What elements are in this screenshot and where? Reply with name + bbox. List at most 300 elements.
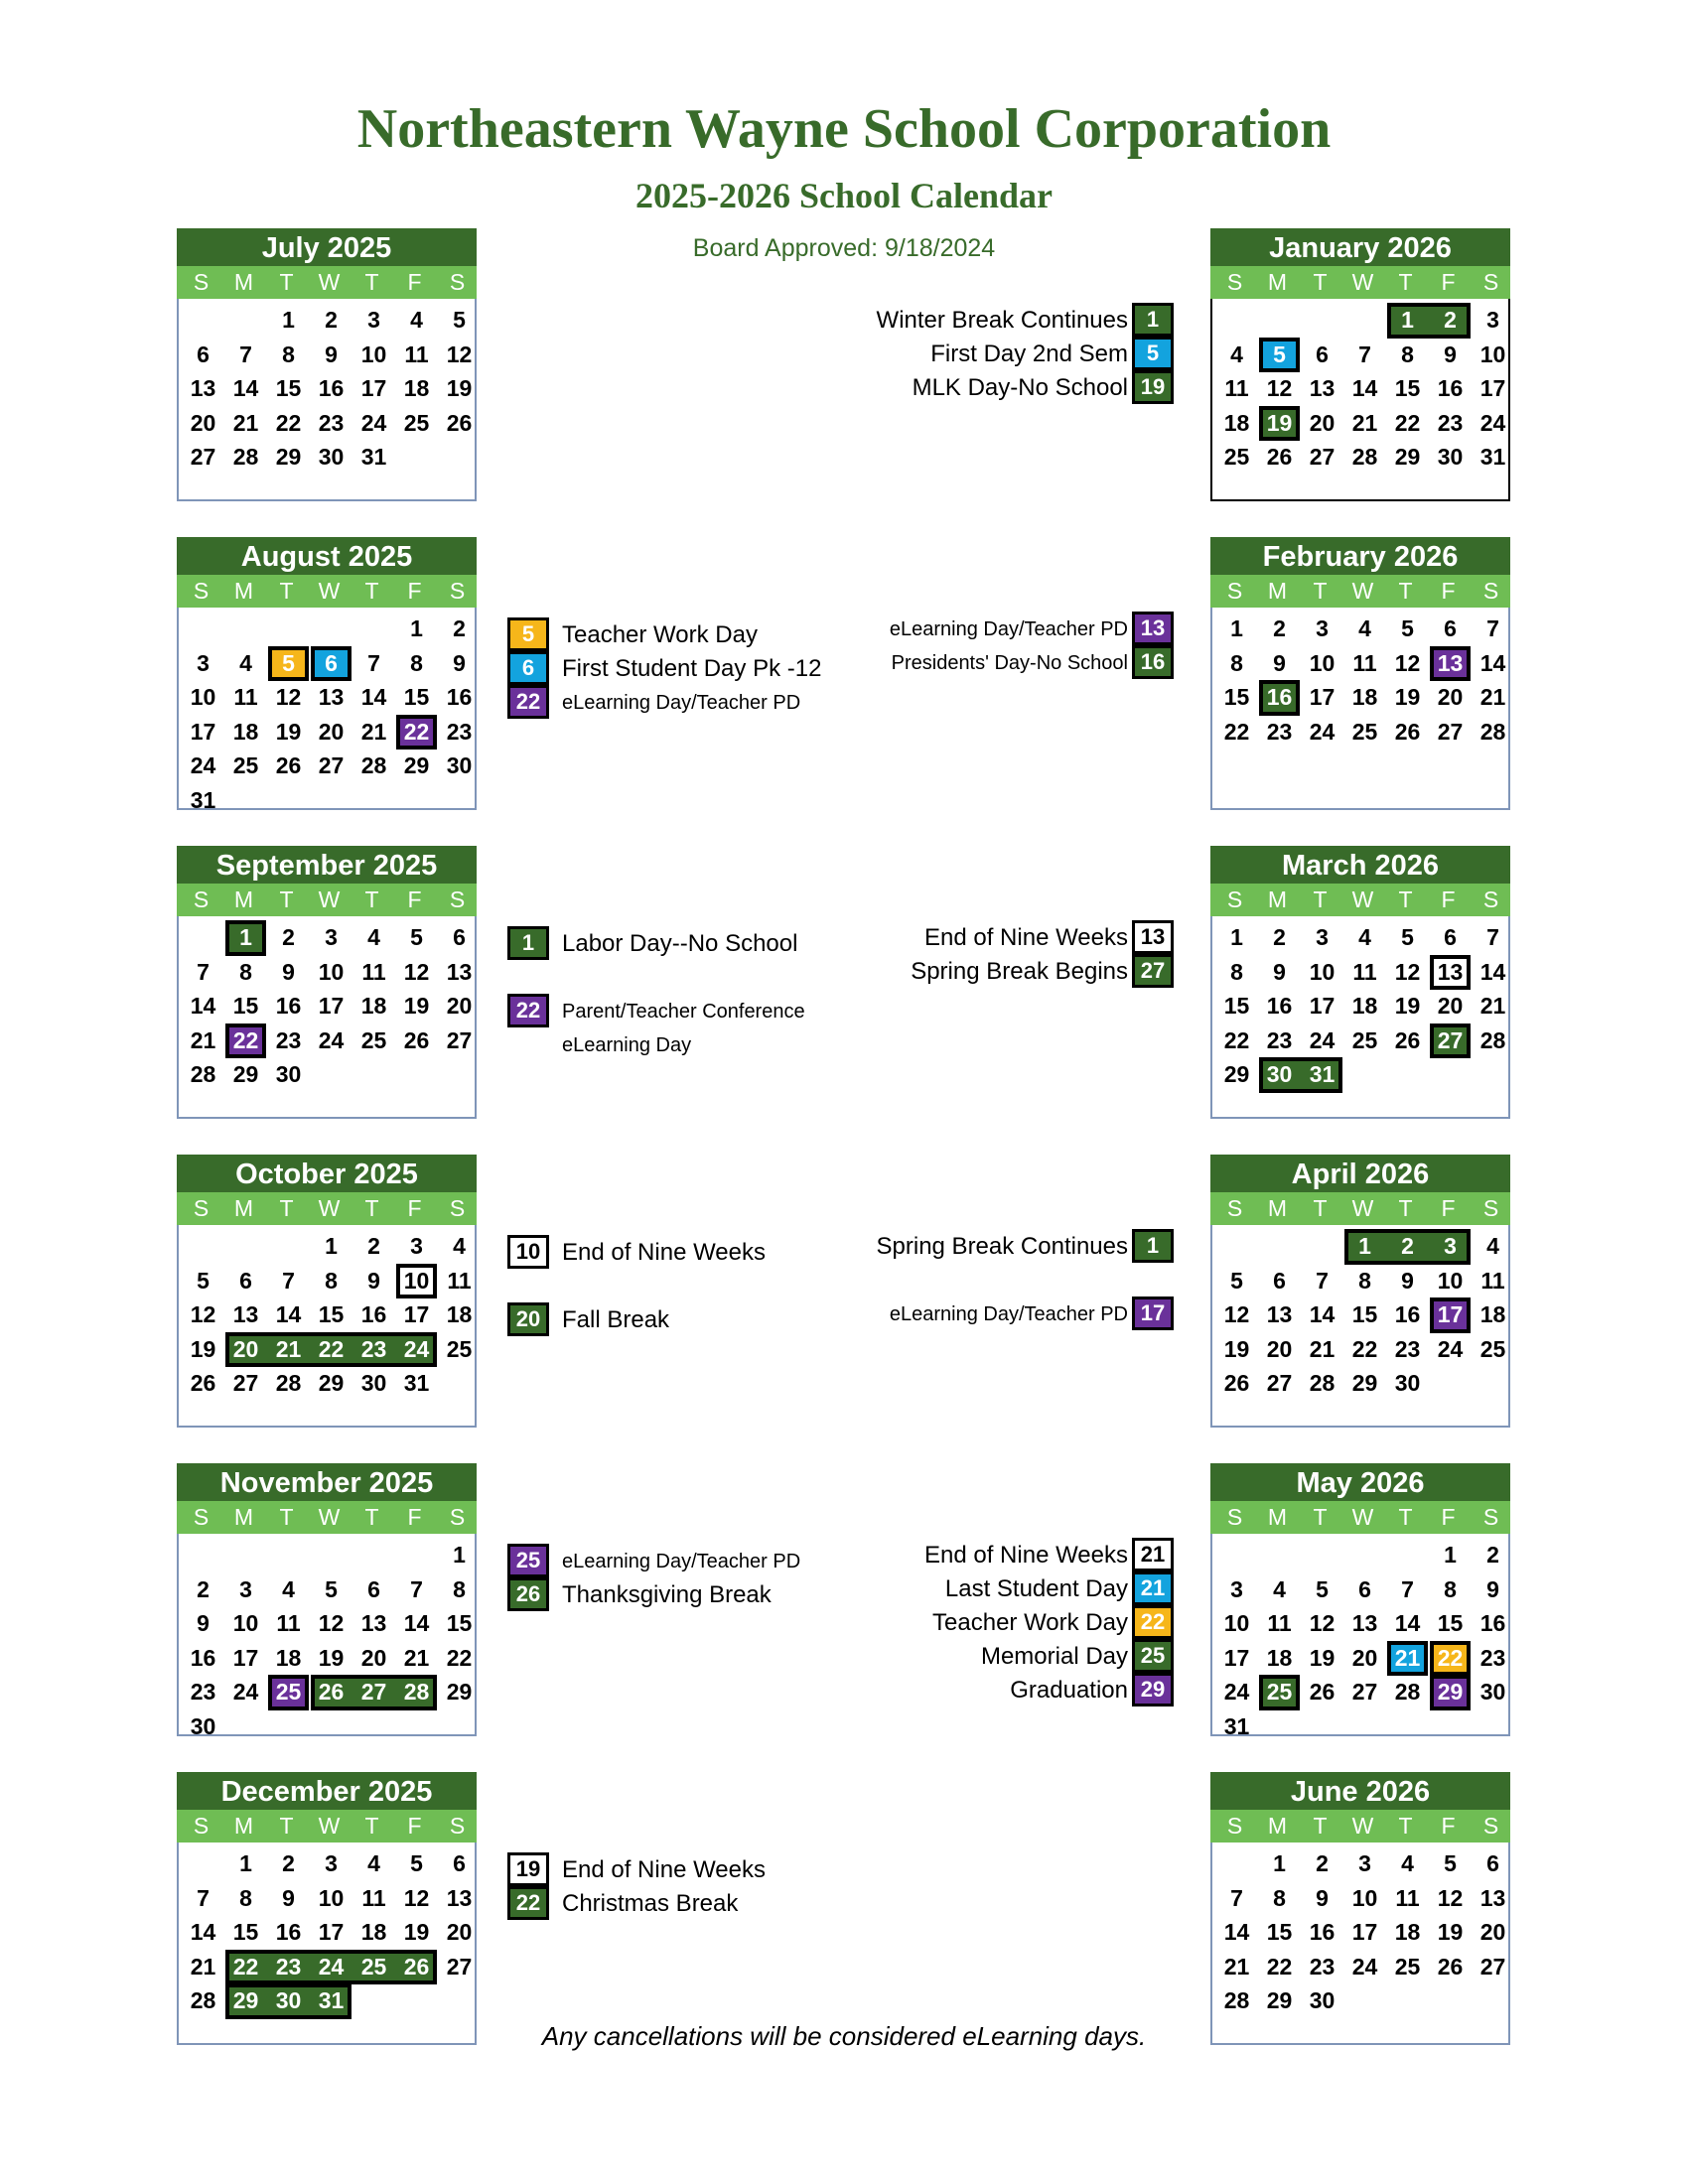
- calendar-day: 11: [361, 1884, 386, 1911]
- calendar-day: 19: [446, 375, 473, 401]
- legend-label: Spring Break Continues: [876, 1233, 1128, 1260]
- weekday-header: [177, 575, 477, 608]
- weekday-label: W: [1351, 269, 1374, 295]
- calendar-day: 28: [1223, 1987, 1250, 2013]
- weekday-label: W: [318, 1813, 341, 1839]
- weekday-label: S: [1482, 1195, 1499, 1221]
- weekday-label: T: [364, 269, 379, 295]
- calendar-day: 2: [282, 924, 295, 950]
- calendar-day: 5: [282, 649, 295, 676]
- calendar-day: 19: [1437, 1919, 1464, 1945]
- calendar-day: 12: [1266, 375, 1293, 401]
- calendar-day: 9: [197, 1610, 210, 1636]
- weekday-label: W: [318, 269, 341, 295]
- calendar-day: 6: [1316, 341, 1329, 367]
- weekday-header: [1210, 884, 1510, 916]
- legend-badge: 22: [507, 994, 549, 1027]
- calendar-day: 25: [275, 1679, 302, 1705]
- weekday-header: [1210, 1192, 1510, 1225]
- weekday-label: F: [1441, 887, 1456, 912]
- weekday-label: S: [193, 269, 210, 295]
- calendar-day: 28: [403, 1679, 430, 1705]
- legend-badge: 16: [1132, 645, 1174, 679]
- weekday-label: T: [279, 1504, 294, 1530]
- weekday-label: W: [1351, 1813, 1374, 1839]
- calendar-day: 15: [232, 993, 259, 1019]
- calendar-day: 3: [1316, 924, 1329, 950]
- legend-badge: 22: [1132, 1605, 1174, 1639]
- calendar-day: 26: [318, 1679, 345, 1705]
- calendar-day: 12: [190, 1301, 216, 1327]
- calendar-day: 11: [1352, 958, 1377, 985]
- calendar-day: 13: [1437, 958, 1464, 985]
- calendar-day: 2: [197, 1575, 210, 1602]
- calendar-day: 7: [1486, 615, 1499, 641]
- calendar-day: 21: [275, 1335, 302, 1362]
- calendar-day: 31: [360, 444, 387, 470]
- calendar-day: 16: [190, 1644, 216, 1671]
- month-title: March 2026: [1210, 846, 1510, 884]
- legend-badge: 21: [1132, 1538, 1174, 1571]
- weekday-label: T: [1398, 1813, 1413, 1839]
- calendar-day: 26: [190, 1370, 216, 1396]
- calendar-day: 28: [1309, 1370, 1336, 1396]
- weekday-label: T: [1313, 1195, 1328, 1221]
- calendar-day: 31: [190, 786, 216, 813]
- calendar-day: 24: [360, 409, 387, 436]
- calendar-day: 16: [1479, 1610, 1506, 1636]
- calendar-day: 8: [239, 958, 252, 985]
- calendar-day: 14: [190, 1919, 216, 1945]
- calendar-day: 10: [318, 958, 345, 985]
- weekday-label: T: [364, 578, 379, 604]
- calendar-day: 5: [1316, 1575, 1329, 1602]
- calendar-day: 21: [1223, 1953, 1250, 1979]
- calendar-day: 5: [1401, 615, 1414, 641]
- calendar-day: 30: [275, 1061, 302, 1087]
- calendar-day: 3: [1486, 307, 1499, 333]
- calendar-day: 27: [190, 444, 216, 470]
- calendar-day: 23: [190, 1679, 216, 1705]
- calendar-day: 19: [1266, 409, 1293, 436]
- calendar-day: 25: [360, 1953, 387, 1979]
- weekday-label: W: [1351, 578, 1374, 604]
- calendar-day: 18: [1223, 409, 1250, 436]
- weekday-label: M: [233, 578, 254, 604]
- weekday-label: M: [233, 1504, 254, 1530]
- weekday-header: [1210, 266, 1510, 299]
- calendar-day: 9: [1273, 649, 1286, 676]
- weekday-label: S: [1482, 269, 1499, 295]
- calendar-day: 27: [1437, 718, 1464, 745]
- calendar-day: 24: [1309, 1026, 1336, 1053]
- calendar-day: 24: [1223, 1679, 1250, 1705]
- calendar-day: 14: [275, 1301, 302, 1327]
- calendar-day: 7: [1358, 341, 1371, 367]
- month-january-2026: [1210, 228, 1510, 501]
- month-may-2026: [1210, 1463, 1510, 1739]
- calendar-day: 25: [232, 752, 259, 778]
- calendar-day: 22: [1437, 1644, 1464, 1671]
- calendar-day: 14: [232, 375, 259, 401]
- calendar-day: 26: [1266, 444, 1293, 470]
- calendar-day: 21: [1479, 684, 1506, 710]
- calendar-day: 16: [1437, 375, 1464, 401]
- month-february-2026: [1210, 537, 1510, 810]
- calendar-day: 12: [403, 958, 430, 985]
- weekday-label: S: [1226, 1813, 1243, 1839]
- calendar-day: 21: [1351, 409, 1378, 436]
- cancellation-note: Any cancellations will be considered eLearning days.: [541, 2021, 1147, 2051]
- calendar-day: 18: [1351, 993, 1378, 1019]
- calendar-day: 4: [1401, 1850, 1414, 1876]
- legend-label: Last Student Day: [944, 1575, 1128, 1602]
- month-march-2026: [1210, 846, 1510, 1119]
- calendar-day: 30: [1479, 1679, 1506, 1705]
- calendar-day: 18: [360, 993, 387, 1019]
- calendar-day: 12: [1394, 649, 1421, 676]
- calendar-day: 9: [367, 1267, 380, 1294]
- calendar-day: 27: [1351, 1679, 1378, 1705]
- calendar-day: 7: [410, 1575, 423, 1602]
- calendar-day: 29: [446, 1679, 473, 1705]
- calendar-day: 22: [232, 1953, 259, 1979]
- calendar-day: 20: [190, 409, 216, 436]
- calendar-day: 11: [1224, 375, 1249, 401]
- calendar-day: 23: [1437, 409, 1464, 436]
- calendar-day: 3: [1316, 615, 1329, 641]
- legend-badge: 29: [1132, 1673, 1174, 1706]
- weekday-label: T: [1398, 578, 1413, 604]
- legend-badge: 5: [1132, 337, 1174, 370]
- calendar-day: 6: [325, 649, 338, 676]
- calendar-day: 31: [1223, 1712, 1250, 1739]
- calendar-day: 6: [453, 1850, 466, 1876]
- calendar-day: 20: [232, 1335, 259, 1362]
- calendar-day: 17: [1223, 1644, 1250, 1671]
- month-december-2025: [177, 1772, 477, 2045]
- calendar-day: 13: [446, 958, 473, 985]
- calendar-day: 7: [1230, 1884, 1243, 1911]
- calendar-day: 10: [1351, 1884, 1378, 1911]
- calendar-day: 9: [1444, 341, 1457, 367]
- weekday-label: M: [1267, 1504, 1288, 1530]
- calendar-day: 10: [1309, 649, 1336, 676]
- weekday-label: M: [233, 269, 254, 295]
- legend-badge: 21: [1132, 1571, 1174, 1605]
- calendar-day: 4: [1358, 615, 1371, 641]
- weekday-label: F: [407, 269, 422, 295]
- legend-label: End of Nine Weeks: [924, 924, 1128, 951]
- calendar-day: 17: [318, 1919, 345, 1945]
- calendar-day: 1: [282, 307, 295, 333]
- legend-label: Presidents' Day-No School: [891, 652, 1128, 674]
- calendar-day: 3: [1444, 1233, 1457, 1259]
- calendar-day: 10: [1223, 1610, 1250, 1636]
- calendar-day: 1: [1273, 1850, 1286, 1876]
- calendar-day: 10: [232, 1610, 259, 1636]
- calendar-day: 26: [1437, 1953, 1464, 1979]
- calendar-day: 11: [276, 1610, 301, 1636]
- calendar-day: 1: [410, 615, 423, 641]
- calendar-day: 25: [360, 1026, 387, 1053]
- calendar-day: 29: [1266, 1987, 1293, 2013]
- calendar-day: 25: [1351, 1026, 1378, 1053]
- calendar-day: 20: [318, 718, 345, 745]
- calendar-day: 6: [1273, 1267, 1286, 1294]
- calendar-day: 10: [360, 341, 387, 367]
- calendar-day: 22: [1351, 1335, 1378, 1362]
- calendar-day: 14: [1479, 649, 1506, 676]
- weekday-label: S: [449, 578, 466, 604]
- calendar-day: 7: [1486, 924, 1499, 950]
- legend-badge: 5: [507, 617, 549, 651]
- calendar-day: 22: [275, 409, 302, 436]
- legend-label: First Student Day Pk -12: [562, 655, 822, 682]
- calendar-day: 2: [282, 1850, 295, 1876]
- calendar-day: 23: [1394, 1335, 1421, 1362]
- calendar-day: 5: [1444, 1850, 1457, 1876]
- weekday-label: S: [193, 887, 210, 912]
- calendar-day: 1: [1444, 1542, 1457, 1568]
- calendar-day: 25: [1223, 444, 1250, 470]
- calendar-day: 17: [1309, 993, 1336, 1019]
- calendar-day: 16: [1266, 684, 1293, 710]
- calendar-day: 15: [1266, 1919, 1293, 1945]
- weekday-header: [177, 1810, 477, 1843]
- calendar-day: 3: [325, 1850, 338, 1876]
- calendar-day: 8: [453, 1575, 466, 1602]
- calendar-day: 28: [1394, 1679, 1421, 1705]
- weekday-label: F: [407, 1195, 422, 1221]
- calendar-day: 22: [318, 1335, 345, 1362]
- month-october-2025: [177, 1155, 477, 1428]
- calendar-day: 28: [190, 1061, 216, 1087]
- legend-label: eLearning Day/Teacher PD: [889, 618, 1128, 640]
- calendar-day: 23: [360, 1335, 387, 1362]
- page-title: Northeastern Wayne School Corporation: [356, 98, 1332, 160]
- weekday-label: T: [279, 1195, 294, 1221]
- legend-badge: 1: [1132, 1229, 1174, 1263]
- calendar-day: 15: [1223, 684, 1250, 710]
- calendar-day: 21: [1394, 1644, 1421, 1671]
- calendar-day: 11: [1480, 1267, 1505, 1294]
- calendar-day: 21: [190, 1026, 216, 1053]
- calendar-day: 17: [1351, 1919, 1378, 1945]
- calendar-day: 21: [232, 409, 259, 436]
- calendar-day: 20: [1479, 1919, 1506, 1945]
- calendar-day: 22: [1223, 718, 1250, 745]
- calendar-day: 3: [239, 1575, 252, 1602]
- calendar-day: 29: [318, 1370, 345, 1396]
- weekday-label: T: [1313, 1813, 1328, 1839]
- month-july-2025: [177, 228, 477, 501]
- legend-badge: 22: [507, 685, 549, 719]
- legend-badge: 13: [1132, 612, 1174, 645]
- legend-badge: 22: [507, 1886, 549, 1920]
- month-title: October 2025: [177, 1155, 477, 1192]
- calendar-day: 14: [1394, 1610, 1421, 1636]
- calendar-day: 12: [403, 1884, 430, 1911]
- calendar-day: 4: [453, 1233, 466, 1259]
- calendar-day: 22: [1266, 1953, 1293, 1979]
- calendar-day: 5: [197, 1267, 210, 1294]
- legend-label: eLearning Day/Teacher PD: [562, 1551, 801, 1572]
- calendar-day: 27: [232, 1370, 259, 1396]
- calendar-day: 14: [403, 1610, 430, 1636]
- weekday-label: T: [364, 1195, 379, 1221]
- weekday-header: [1210, 1501, 1510, 1534]
- calendar-day: 24: [232, 1679, 259, 1705]
- calendar-day: 31: [1309, 1061, 1336, 1087]
- weekday-label: T: [1313, 887, 1328, 912]
- calendar-day: 21: [190, 1953, 216, 1979]
- calendar-day: 23: [1266, 1026, 1293, 1053]
- calendar-day: 9: [453, 649, 466, 676]
- calendar-day: 3: [367, 307, 380, 333]
- weekday-label: T: [1313, 1504, 1328, 1530]
- calendar-day: 14: [360, 684, 387, 710]
- legend-badge: 25: [507, 1544, 549, 1577]
- legend-label: eLearning Day/Teacher PD: [562, 692, 801, 714]
- legend-badge: 13: [1132, 920, 1174, 954]
- calendar-day: 19: [318, 1644, 345, 1671]
- calendar-day: 11: [1267, 1610, 1292, 1636]
- calendar-day: 16: [275, 1919, 302, 1945]
- calendar-day: 26: [1223, 1370, 1250, 1396]
- weekday-label: S: [1226, 887, 1243, 912]
- calendar-day: 4: [1273, 1575, 1286, 1602]
- month-title: May 2026: [1210, 1463, 1510, 1501]
- weekday-label: M: [1267, 887, 1288, 912]
- calendar-day: 5: [1230, 1267, 1243, 1294]
- calendar-day: 3: [410, 1233, 423, 1259]
- calendar-day: 18: [1479, 1301, 1506, 1327]
- weekday-label: W: [318, 1504, 341, 1530]
- calendar-day: 27: [360, 1679, 387, 1705]
- calendar-day: 8: [1358, 1267, 1371, 1294]
- calendar-day: 13: [190, 375, 216, 401]
- legend-badge: 10: [507, 1235, 549, 1269]
- weekday-label: S: [1482, 1504, 1499, 1530]
- calendar-day: 6: [1486, 1850, 1499, 1876]
- legend-badge: 20: [507, 1302, 549, 1336]
- calendar-day: 31: [403, 1370, 430, 1396]
- weekday-label: T: [364, 887, 379, 912]
- calendar-day: 28: [360, 752, 387, 778]
- legend-label: End of Nine Weeks: [562, 1856, 766, 1883]
- weekday-label: W: [1351, 1504, 1374, 1530]
- calendar-day: 17: [1437, 1301, 1464, 1327]
- weekday-label: M: [233, 887, 254, 912]
- legend-badge: 1: [507, 926, 549, 960]
- calendar-day: 24: [318, 1953, 345, 1979]
- legend-badge: 19: [507, 1852, 549, 1886]
- calendar-day: 11: [233, 684, 258, 710]
- calendar-day: 29: [1223, 1061, 1250, 1087]
- calendar-day: 8: [1401, 341, 1414, 367]
- page-subtitle: 2025-2026 School Calendar: [634, 176, 1053, 215]
- weekday-label: W: [1351, 887, 1374, 912]
- legend-label: Teacher Work Day: [562, 621, 758, 648]
- weekday-label: F: [407, 1504, 422, 1530]
- weekday-header: [1210, 575, 1510, 608]
- month-title: July 2025: [177, 228, 477, 266]
- legend-label: End of Nine Weeks: [924, 1542, 1128, 1569]
- calendar-day: 11: [361, 958, 386, 985]
- calendar-day: 30: [1309, 1987, 1336, 2013]
- calendar-day: 30: [1437, 444, 1464, 470]
- weekday-label: W: [318, 887, 341, 912]
- legend-label: Parent/Teacher Conference: [562, 1001, 805, 1023]
- month-august-2025: [177, 537, 477, 813]
- calendar-day: 18: [232, 718, 259, 745]
- weekday-label: T: [279, 578, 294, 604]
- calendar-day: 17: [360, 375, 387, 401]
- calendar-day: 5: [1273, 341, 1286, 367]
- weekday-label: M: [1267, 578, 1288, 604]
- weekday-label: F: [407, 887, 422, 912]
- calendar-day: 7: [239, 341, 252, 367]
- calendar-day: 27: [1266, 1370, 1293, 1396]
- calendar-day: 29: [1437, 1679, 1464, 1705]
- calendar-day: 18: [1266, 1644, 1293, 1671]
- legend-label: Spring Break Begins: [911, 958, 1128, 985]
- calendar-day: 29: [275, 444, 302, 470]
- calendar-day: 16: [446, 684, 473, 710]
- calendar-day: 1: [453, 1542, 466, 1568]
- calendar-day: 11: [447, 1267, 472, 1294]
- calendar-day: 28: [190, 1987, 216, 2013]
- calendar-day: 20: [360, 1644, 387, 1671]
- calendar-day: 25: [446, 1335, 473, 1362]
- calendar-day: 20: [446, 993, 473, 1019]
- calendar-day: 6: [367, 1575, 380, 1602]
- weekday-label: M: [1267, 1195, 1288, 1221]
- calendar-day: 27: [1309, 444, 1336, 470]
- calendar-day: 26: [275, 752, 302, 778]
- calendar-day: 5: [410, 924, 423, 950]
- weekday-label: S: [193, 1504, 210, 1530]
- calendar-day: 1: [239, 1850, 252, 1876]
- calendar-day: 27: [1479, 1953, 1506, 1979]
- calendar-day: 22: [232, 1026, 259, 1053]
- calendar-day: 17: [232, 1644, 259, 1671]
- calendar-day: 4: [1358, 924, 1371, 950]
- calendar-day: 24: [318, 1026, 345, 1053]
- calendar-day: 27: [446, 1953, 473, 1979]
- calendar-day: 11: [404, 341, 429, 367]
- month-title: June 2026: [1210, 1772, 1510, 1810]
- weekday-label: F: [407, 578, 422, 604]
- calendar-day: 9: [1316, 1884, 1329, 1911]
- calendar-day: 28: [1351, 444, 1378, 470]
- calendar-day: 11: [1395, 1884, 1420, 1911]
- legend-label: End of Nine Weeks: [562, 1239, 766, 1266]
- weekday-label: T: [1398, 1195, 1413, 1221]
- calendar-day: 30: [190, 1712, 216, 1739]
- calendar-day: 8: [1273, 1884, 1286, 1911]
- calendar-day: 10: [318, 1884, 345, 1911]
- calendar-day: 25: [1351, 718, 1378, 745]
- calendar-day: 23: [1309, 1953, 1336, 1979]
- calendar-day: 10: [1437, 1267, 1464, 1294]
- weekday-label: S: [193, 1813, 210, 1839]
- legend-label: MLK Day-No School: [912, 374, 1128, 401]
- weekday-label: T: [279, 887, 294, 912]
- weekday-label: M: [233, 1813, 254, 1839]
- calendar-day: 30: [1394, 1370, 1421, 1396]
